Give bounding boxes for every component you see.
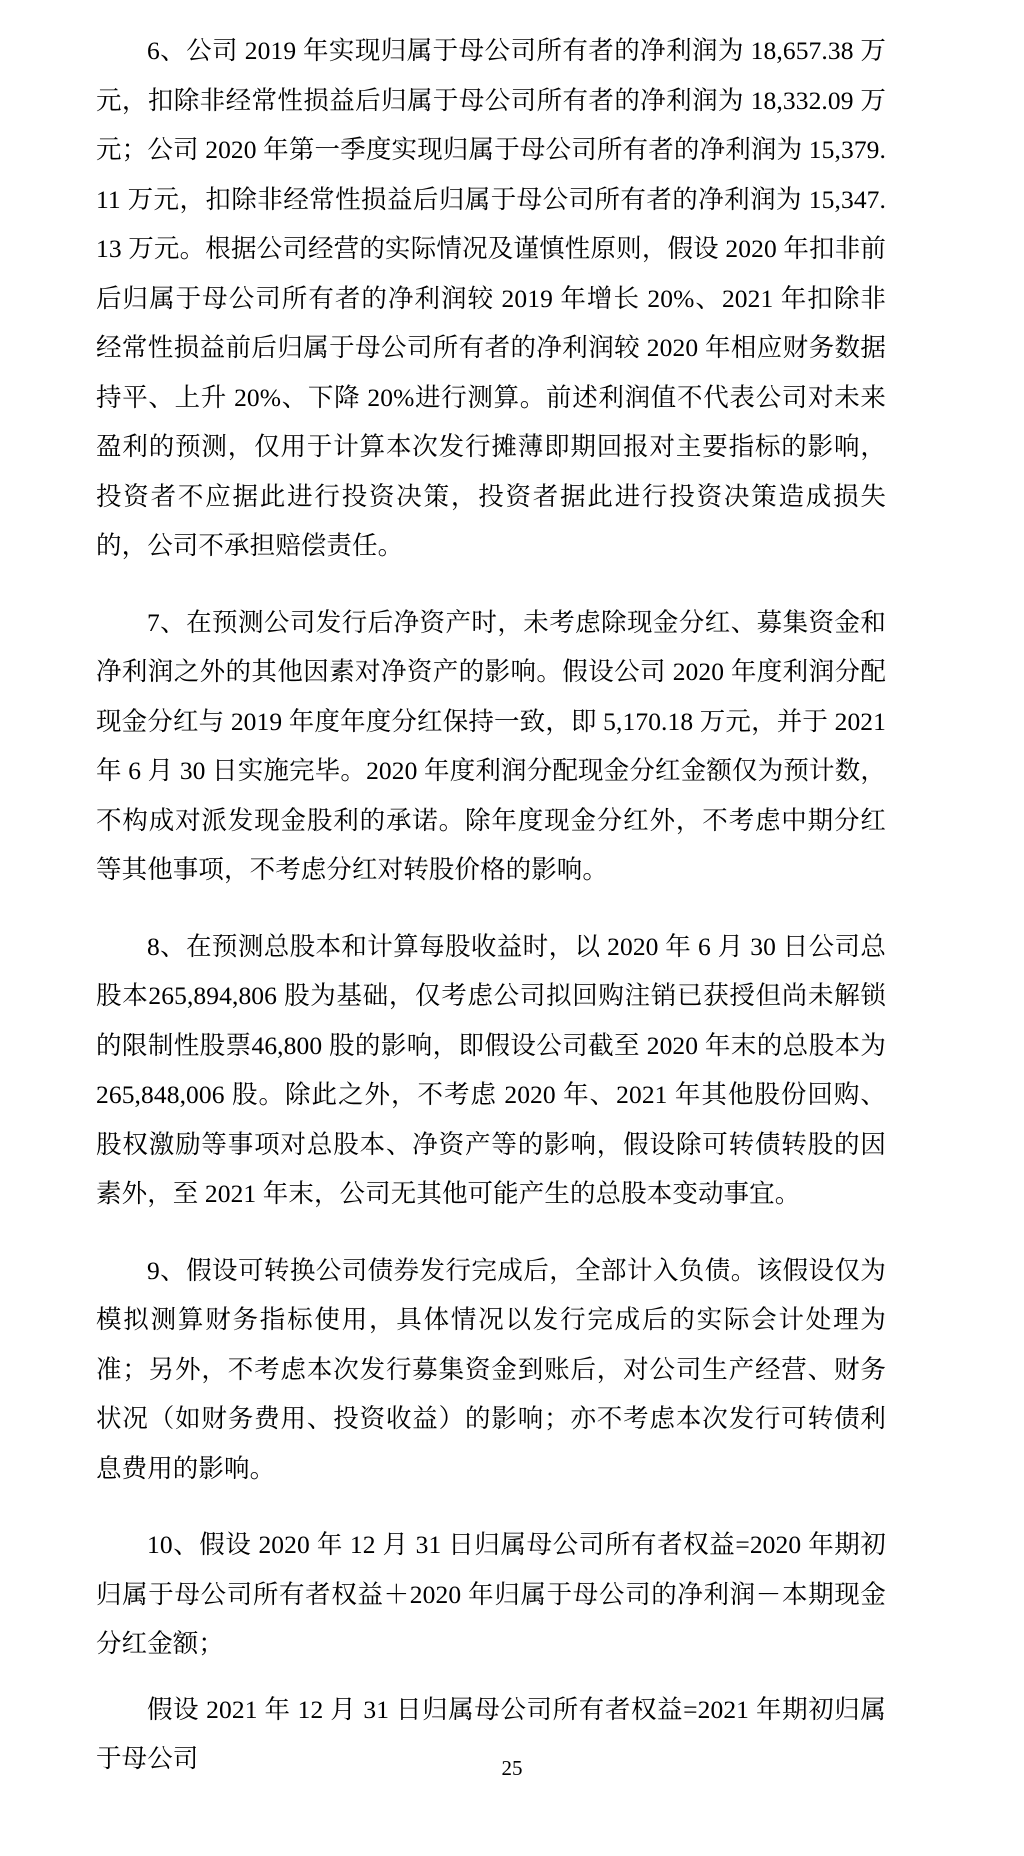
paragraph-spacer: [96, 571, 886, 598]
paragraph-item-10-continued: 假设 2021 年 12 月 31 日归属母公司所有者权益=2021 年期初归属于母公司: [96, 1694, 886, 1773]
paragraph-item-7: 7、在预测公司发行后净资产时，未考虑除现金分红、募集资金和净利润之外的其他因素对净资产的影响。假设公司 2020 年度利润分配现金分红与 2019 年度年度分红保持一致，即 5,170.18 万元，并于 2021 年 6 月 30 日实施完毕。2020 年度利润分配现金分红金额仅为预计数，不构成对派发现金股利的承诺。除年度现金分红外，不考虑中期分红等其他事项，不考虑分红对转股价格的影响。: [96, 607, 886, 884]
paragraph-item-10: 10、假设 2020 年 12 月 31 日归属母公司所有者权益=2020 年期初归属于母公司所有者权益＋2020 年归属于母公司的净利润－本期现金分红金额；: [96, 1530, 886, 1658]
page-body: [96, 26, 886, 1784]
paragraph-item-9: 9、假设可转换公司债券发行完成后，全部计入负债。该假设仅为模拟测算财务指标使用，具体情况以发行完成后的实际会计处理为准；另外，不考虑本次发行募集资金到账后，对公司生产经营、财务状况（如财务费用、投资收益）的影响；亦不考虑本次发行可转债利息费用的影响。: [96, 1255, 886, 1483]
paragraph-spacer: [96, 895, 886, 922]
paragraph-spacer: [96, 1493, 886, 1520]
paragraph-item-8: 8、在预测总股本和计算每股收益时，以 2020 年 6 月 30 日公司总股本265,894,806 股为基础，仅考虑公司拟回购注销已获授但尚未解锁的限制性股票46,800 股的影响，即假设公司截至 2020 年末的总股本为 265,848,006 股。除此之外，不考虑 2020 年、2021 年其他股份回购、股权激励等事项对总股本、净资产等的影响，假设除可转债转股的因素外，至 2021 年末，公司无其他可能产生的总股本变动事宜。: [96, 931, 886, 1208]
paragraph-spacer: [96, 1219, 886, 1246]
page-number: 25: [501, 1756, 523, 1780]
paragraph-item-6: 6、公司 2019 年实现归属于母公司所有者的净利润为 18,657.38 万元，扣除非经常性损益后归属于母公司所有者的净利润为 18,332.09 万元；公司 2020 年第一季度实现归属于母公司所有者的净利润为 15,379.11 万元，扣除非经常性损益后归属于母公司所有者的净利润为 15,347.13 万元。根据公司经营的实际情况及谨慎性原则，假设 2020 年扣非前后归属于母公司所有者的净利润较 2019 年增长 20%、2021 年扣除非经常性损益前后归属于母公司所有者的净利润较 2020 年相应财务数据持平、上升 20%、下降 20%进行测算。前述利润值不代表公司对未来盈利的预测，仅用于计算本次发行摊薄即期回报对主要指标的影响，投资者不应据此进行投资决策，投资者据此进行投资决策造成损失的，公司不承担赔偿责任。: [96, 36, 886, 560]
paragraph-spacer: [96, 1669, 886, 1685]
